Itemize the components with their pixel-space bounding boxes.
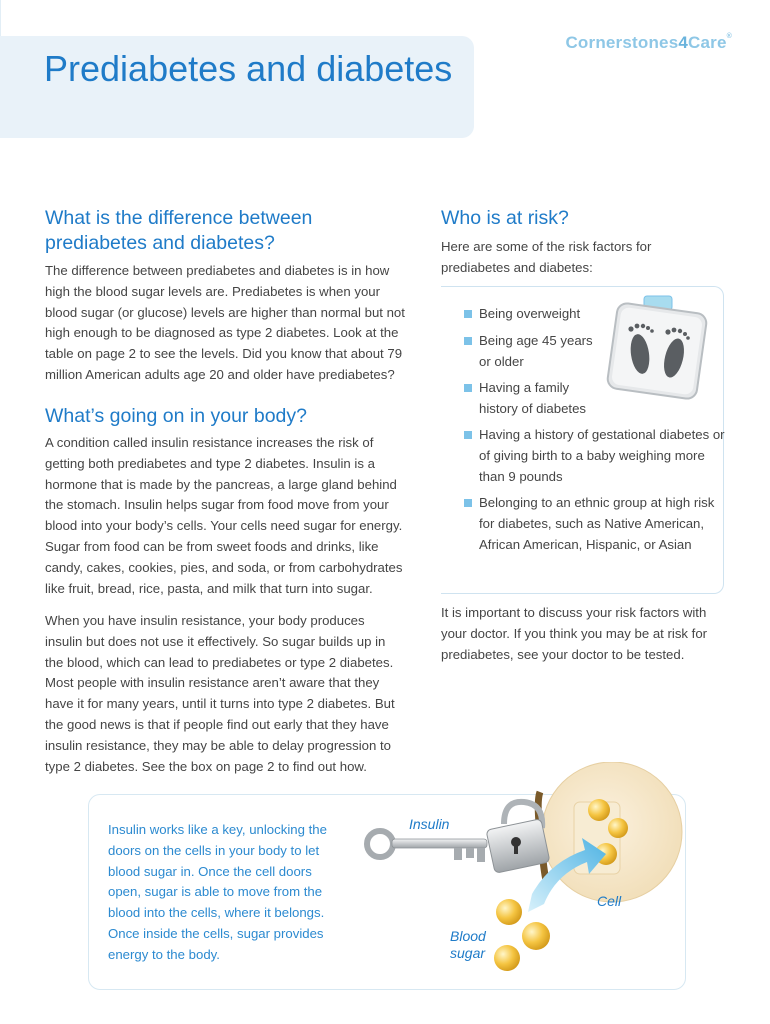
list-item: Being age 45 years or older bbox=[464, 331, 594, 373]
brand-logo bbox=[565, 33, 732, 53]
body-paragraph-2: When you have insulin resistance, your body produces insulin but does not use it effectively. So sugar builds up in the blood, which can lead to prediabetes or type 2 diabetes. Most people with insulin resistance aren’t aware that they have it for many years, until it turns into type 2 diabetes. But the good news is that if people find out early that they have insulin resistance, they may be able to delay progression to type 2 diabetes. See the box on page 2 to find out how. bbox=[45, 613, 395, 774]
page-title: Prediabetes and diabetes bbox=[44, 48, 453, 89]
brand-registered-mark: ® bbox=[726, 33, 732, 40]
risk-closing: It is important to discuss your risk factors with your doctor. If you think you may be at risk for prediabetes, see your doctor to be tested. bbox=[441, 605, 708, 662]
difference-heading: What is the difference between prediabetes and diabetes? bbox=[45, 207, 313, 254]
top-margin-strip bbox=[0, 0, 475, 36]
blood-label: Blood bbox=[450, 928, 486, 944]
bullet-square-icon bbox=[464, 310, 472, 318]
list-item: Being overweight bbox=[464, 304, 589, 325]
bathroom-scale-illustration bbox=[600, 292, 710, 402]
bullet-square-icon bbox=[464, 337, 472, 345]
bullet-square-icon bbox=[464, 499, 472, 507]
bullet-square-icon bbox=[464, 384, 472, 392]
body-heading: What’s going on in your body? bbox=[45, 405, 307, 427]
sugar-label: sugar bbox=[450, 945, 486, 961]
cell-label: Cell bbox=[597, 893, 622, 909]
insulin-key-diagram bbox=[360, 762, 690, 984]
brand-suffix: Care bbox=[688, 33, 727, 52]
insulin-description: Insulin works like a key, unlocking the doors on the cells in your body to let blood sugar in. Once the cell doors open, sugar is able to move from the blood into the cells, where it belongs. Once inside the cells, sugar provides energy to the body. bbox=[108, 822, 327, 962]
brand-prefix: Cornerstones bbox=[565, 33, 679, 52]
list-item: Belonging to an ethnic group at high risk for diabetes, such as Native American, African American, Hispanic, or Asian bbox=[464, 493, 719, 555]
list-item: Having a history of gestational diabetes or of giving birth to a baby weighing more than 9 pounds bbox=[464, 425, 729, 487]
insulin-label: Insulin bbox=[409, 816, 450, 832]
difference-paragraph: The difference between prediabetes and diabetes is in how high the blood sugar levels are. Prediabetes is when your blood sugar (or glucose) levels are higher than normal but not high enough to be diagnosed as type 2 diabetes. Look at the table on page 2 to see the levels. Did you know that about 79 million American adults age 20 and older have prediabetes? bbox=[45, 263, 405, 382]
key-icon bbox=[367, 831, 487, 862]
body-paragraph-1: A condition called insulin resistance increases the risk of getting both prediabetes and type 2 diabetes. Insulin is a hormone that is made by the pancreas, a large gland behind the stomach. Insulin helps sugar from food move from your blood into your body’s cells. Your cells need sugar for energy. Sugar from food can be from sweet foods and drinks, like candy, cakes, cookies, pies, and soda, or from carbohydrates like fruit, bread, rice, pasta, and milk that turn into sugar. bbox=[45, 435, 403, 596]
brand-number: 4 bbox=[678, 33, 689, 52]
risk-intro: Here are some of the risk factors for prediabetes and diabetes: bbox=[441, 239, 652, 275]
padlock-icon bbox=[486, 802, 550, 873]
list-item: Having a family history of diabetes bbox=[464, 378, 599, 420]
risk-heading: Who is at risk? bbox=[441, 207, 569, 229]
bullet-square-icon bbox=[464, 431, 472, 439]
